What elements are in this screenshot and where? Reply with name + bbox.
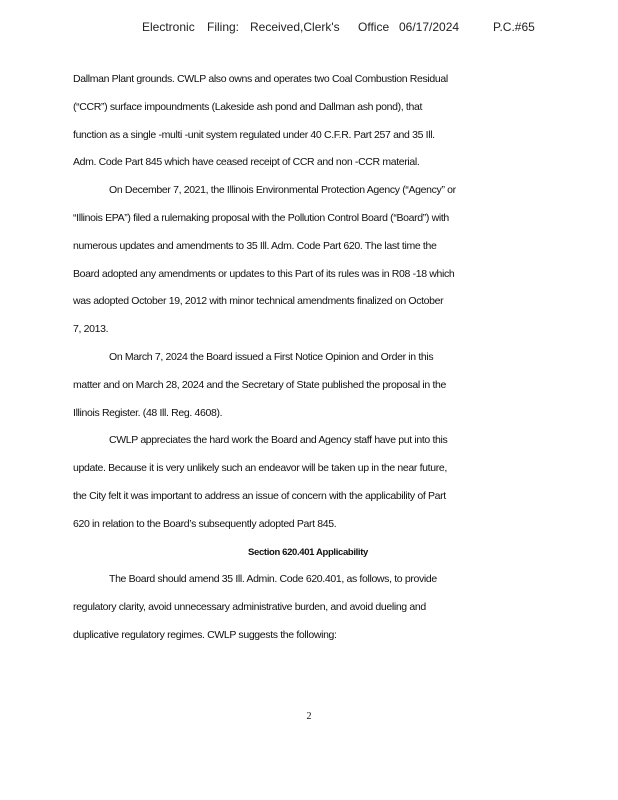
paragraph-start-line: The Board should amend 35 Ill. Admin. Code 620.401, as follows, to provide — [109, 573, 437, 586]
header-filing: Filing: — [207, 20, 240, 34]
text-line: (“CCR”) surface impoundments (Lakeside ash pond and Dallman ash pond), that — [73, 100, 423, 113]
filing-header — [0, 20, 618, 36]
text-line: 7, 2013. — [73, 323, 109, 336]
text-line: Illinois Register. (48 Ill. Reg. 4608). — [73, 406, 223, 419]
header-office: Office — [358, 20, 390, 34]
header-electronic: Electronic — [142, 20, 195, 34]
text-line: the City felt it was important to address an issue of concern with the applicability of Part — [73, 489, 446, 502]
section-heading: Section 620.401 Applicability — [248, 546, 368, 558]
text-line: duplicative regulatory regimes. CWLP suggests the following: — [73, 628, 337, 641]
header-date: 06/17/2024 — [399, 20, 460, 34]
document-body — [73, 71, 543, 655]
paragraph-start-line: On March 7, 2024 the Board issued a First Notice Opinion and Order in this — [109, 350, 434, 363]
text-line: “Illinois EPA”) filed a rulemaking proposal with the Pollution Control Board (“Board”) with — [73, 211, 449, 224]
text-line: Board adopted any amendments or updates to this Part of its rules was in R08 -18 which — [73, 267, 455, 280]
header-pc-number: P.C.#65 — [493, 20, 535, 34]
paragraph-start-line: On December 7, 2021, the Illinois Environmental Protection Agency (“Agency” or — [109, 184, 456, 197]
text-line: 620 in relation to the Board’s subsequently adopted Part 845. — [73, 517, 337, 530]
text-line: function as a single -multi -unit system regulated under 40 C.F.R. Part 257 and 35 Ill. — [73, 128, 435, 141]
text-line: update. Because it is very unlikely such an endeavor will be taken up in the near future, — [73, 462, 447, 475]
page-number: 2 — [306, 711, 312, 722]
text-line: matter and on March 28, 2024 and the Secretary of State published the proposal in the — [73, 378, 447, 391]
text-line: was adopted October 19, 2012 with minor technical amendments finalized on October — [73, 295, 444, 308]
paragraph-start-line: CWLP appreciates the hard work the Board and Agency staff have put into this — [109, 434, 448, 447]
text-line: Adm. Code Part 845 which have ceased receipt of CCR and non -CCR material. — [73, 156, 420, 169]
text-line: regulatory clarity, avoid unnecessary administrative burden, and avoid dueling and — [73, 601, 426, 614]
text-line: numerous updates and amendments to 35 Ill. Adm. Code Part 620. The last time the — [73, 239, 437, 252]
header-received: Received,Clerk's — [250, 20, 340, 34]
text-line: Dallman Plant grounds. CWLP also owns and operates two Coal Combustion Residual — [73, 73, 448, 85]
